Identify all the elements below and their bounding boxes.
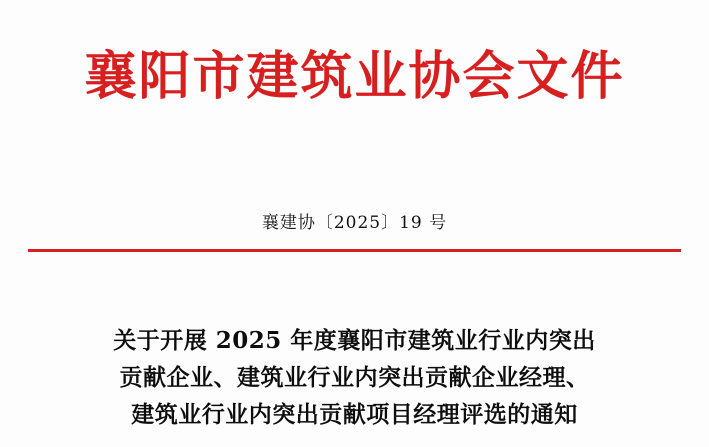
document-body-title-line-3: 建筑业行业内突出贡献项目经理评选的通知	[131, 401, 578, 428]
document-body-title-line-1: 关于开展 2025 年度襄阳市建筑业行业内突出	[113, 327, 596, 354]
document-body-title	[62, 322, 647, 433]
document-number: 襄建协〔2025〕19 号	[261, 213, 448, 233]
document-header-title: 襄阳市建筑业协会文件	[84, 46, 625, 107]
red-divider-rule	[28, 249, 681, 252]
document-body-title-line-2: 贡献企业、建筑业行业内突出贡献企业经理、	[119, 364, 590, 391]
